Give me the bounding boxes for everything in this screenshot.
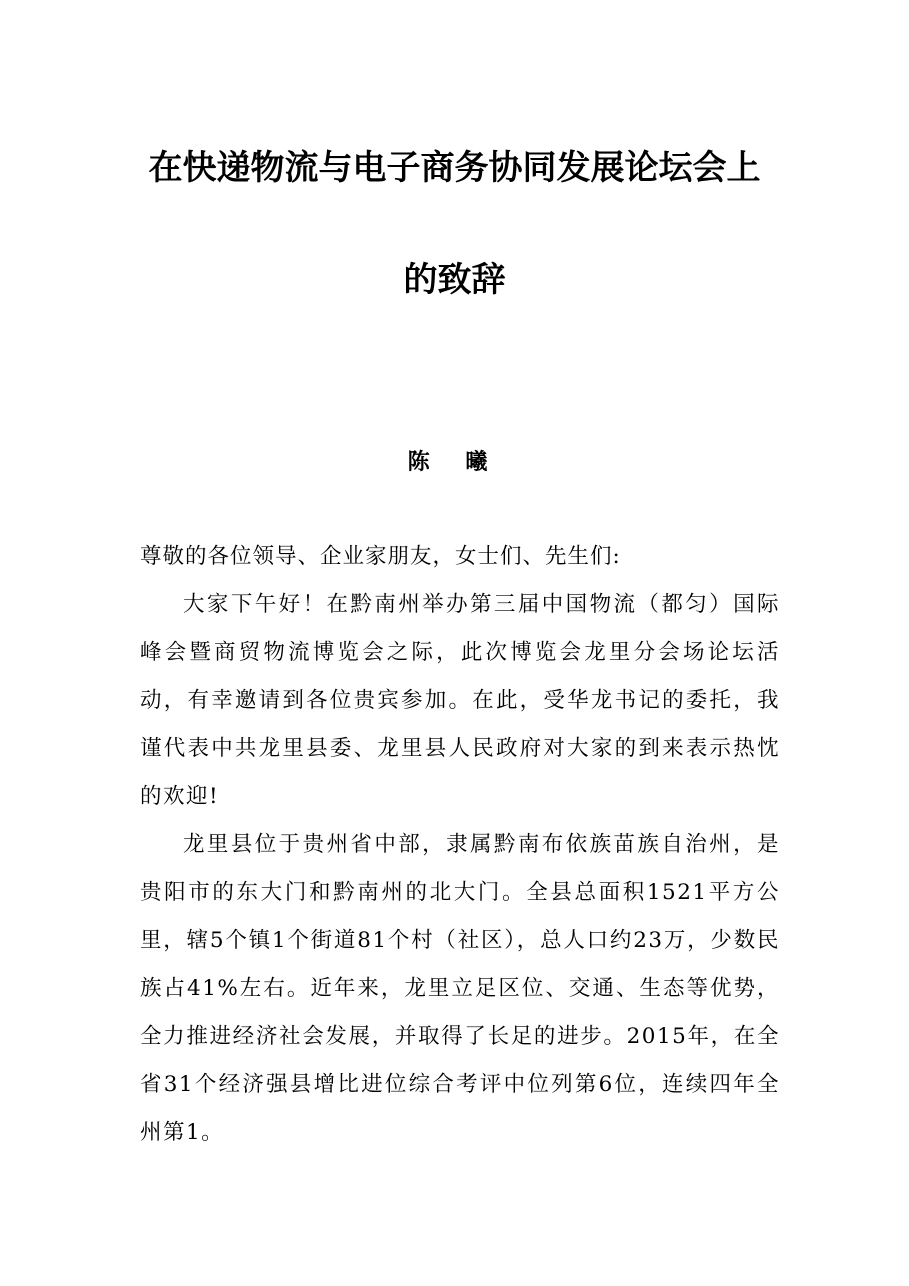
document-title-line-2: 的致辞: [403, 260, 506, 300]
document-title-line-1: 在快递物流与电子商务协同发展论坛会上: [148, 148, 761, 188]
author-name: 陈 曦: [407, 449, 502, 475]
body-paragraph-2: 龙里县位于贵州省中部，隶属黔南布依族苗族自治州，是贵阳市的东大门和黔南州的北大门。全县总面积1521平方公里，辖5个镇1个街道81个村（社区），总人口约23万，少数民族占41%左右。近年来，龙里立足区位、交通、生态等优势，全力推进经济社会发展，并取得了长足的进步。2015年，在全省31个经济强县增比进位综合考评中位列第6位，连续四年全州第1。: [140, 832, 780, 1145]
salutation: 尊敬的各位领导、企业家朋友，女士们、先生们:: [140, 544, 621, 569]
body-paragraph-1: 大家下午好！在黔南州举办第三届中国物流（都匀）国际峰会暨商贸物流博览会之际，此次博览会龙里分会场论坛活动，有幸邀请到各位贵宾参加。在此，受华龙书记的委托，我谨代表中共龙里县委、龙里县人民政府对大家的到来表示热忱的欢迎!: [140, 592, 780, 809]
